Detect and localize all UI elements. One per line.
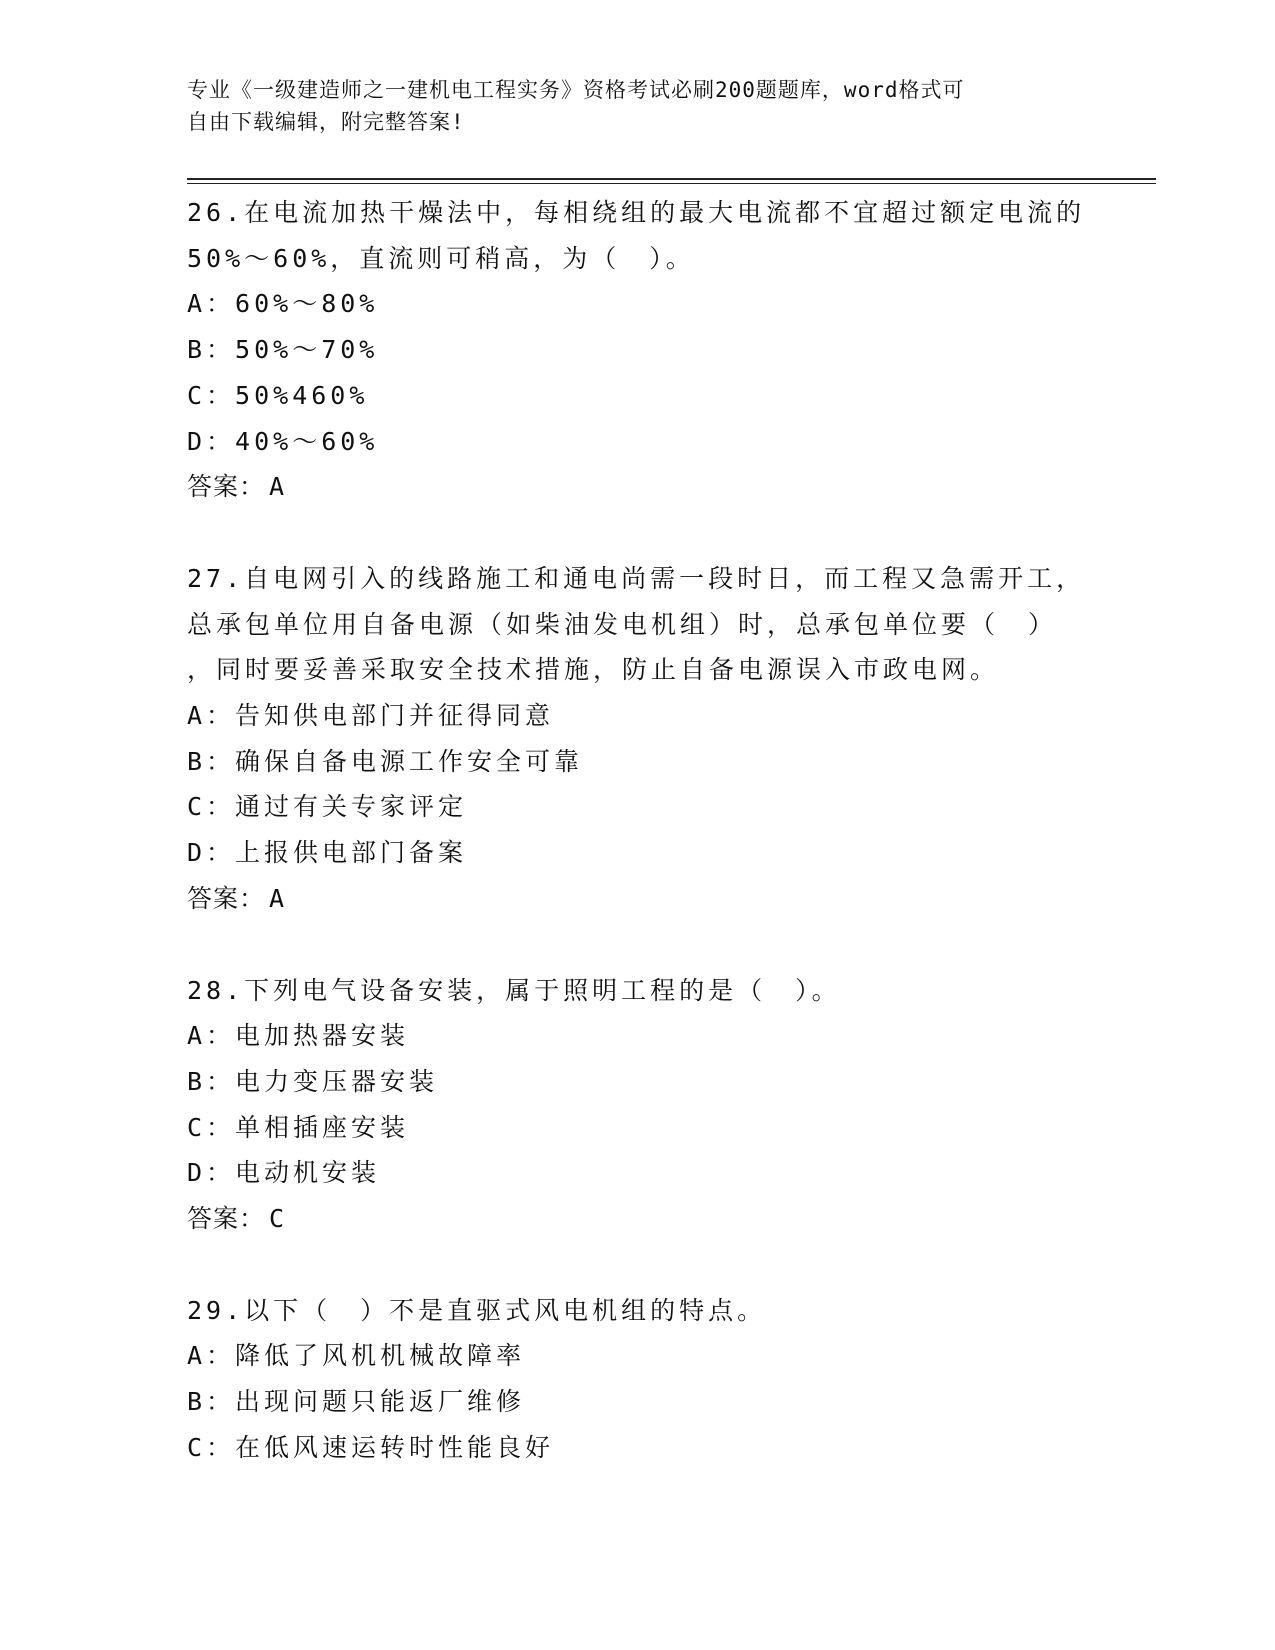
question-26 xyxy=(187,190,1156,510)
question-list xyxy=(187,190,1156,1471)
question-28 xyxy=(187,968,1156,1242)
answer-line xyxy=(187,876,1156,922)
question-text: ，同时要妥善采取安全技术措施，防止自备电源误入市政电网。 xyxy=(187,655,1000,685)
option-c: C：单相插座安装 xyxy=(187,1112,410,1142)
option-b: B：确保自备电源工作安全可靠 xyxy=(187,746,584,776)
question-text: 26.在电流加热干燥法中，每相绕组的最大电流都不宜超过额定电流的 xyxy=(187,198,1086,227)
option-c: C：通过有关专家评定 xyxy=(187,792,468,822)
answer-label: 答案： xyxy=(187,883,266,913)
option-c: C：在低风速运转时性能良好 xyxy=(187,1432,555,1462)
option-d: D：电动机安装 xyxy=(187,1158,381,1188)
option-c: C：50%460% xyxy=(187,380,369,410)
document-header xyxy=(187,74,1087,138)
header-divider-thin xyxy=(187,183,1156,184)
option-a: A：降低了风机机械故障率 xyxy=(187,1341,526,1371)
answer-label: 答案： xyxy=(187,472,266,502)
question-text: 28.下列电气设备安装，属于照明工程的是（ ）。 xyxy=(187,975,841,1005)
question-spacer xyxy=(187,1242,1156,1288)
header-divider-thick xyxy=(187,178,1156,180)
question-29 xyxy=(187,1288,1156,1471)
option-a: A：告知供电部门并征得同意 xyxy=(187,701,555,731)
option-d: D：上报供电部门备案 xyxy=(187,838,468,868)
option-d: D：40%～60% xyxy=(187,426,379,456)
answer-value: A xyxy=(269,472,286,502)
option-b: B：电力变压器安装 xyxy=(187,1066,439,1096)
answer-line xyxy=(187,1196,1156,1242)
question-text: 50%～60%，直流则可稍高，为（ ）。 xyxy=(187,243,695,273)
header-line-2: 自由下载编辑，附完整答案! xyxy=(187,110,465,134)
option-a: A：60%～80% xyxy=(187,289,379,319)
option-b: B：出现问题只能返厂维修 xyxy=(187,1387,526,1417)
answer-value: C xyxy=(269,1204,286,1234)
option-a: A：电加热器安装 xyxy=(187,1021,410,1051)
header-line-1: 专业《一级建造师之一建机电工程实务》资格考试必刷200题题库，word格式可 xyxy=(187,78,965,102)
question-spacer xyxy=(187,922,1156,968)
answer-label: 答案： xyxy=(187,1204,266,1234)
question-27 xyxy=(187,556,1156,922)
answer-value: A xyxy=(269,883,286,913)
option-b: B：50%～70% xyxy=(187,335,379,365)
question-text: 总承包单位用自备电源（如柴油发电机组）时，总承包单位要（ ） xyxy=(187,609,1058,639)
question-spacer xyxy=(187,510,1156,556)
question-text: 29.以下（ ）不是直驱式风电机组的特点。 xyxy=(187,1295,767,1325)
answer-line xyxy=(187,464,1156,510)
question-text: 27.自电网引入的线路施工和通电尚需一段时日，而工程又急需开工， xyxy=(187,563,1086,593)
